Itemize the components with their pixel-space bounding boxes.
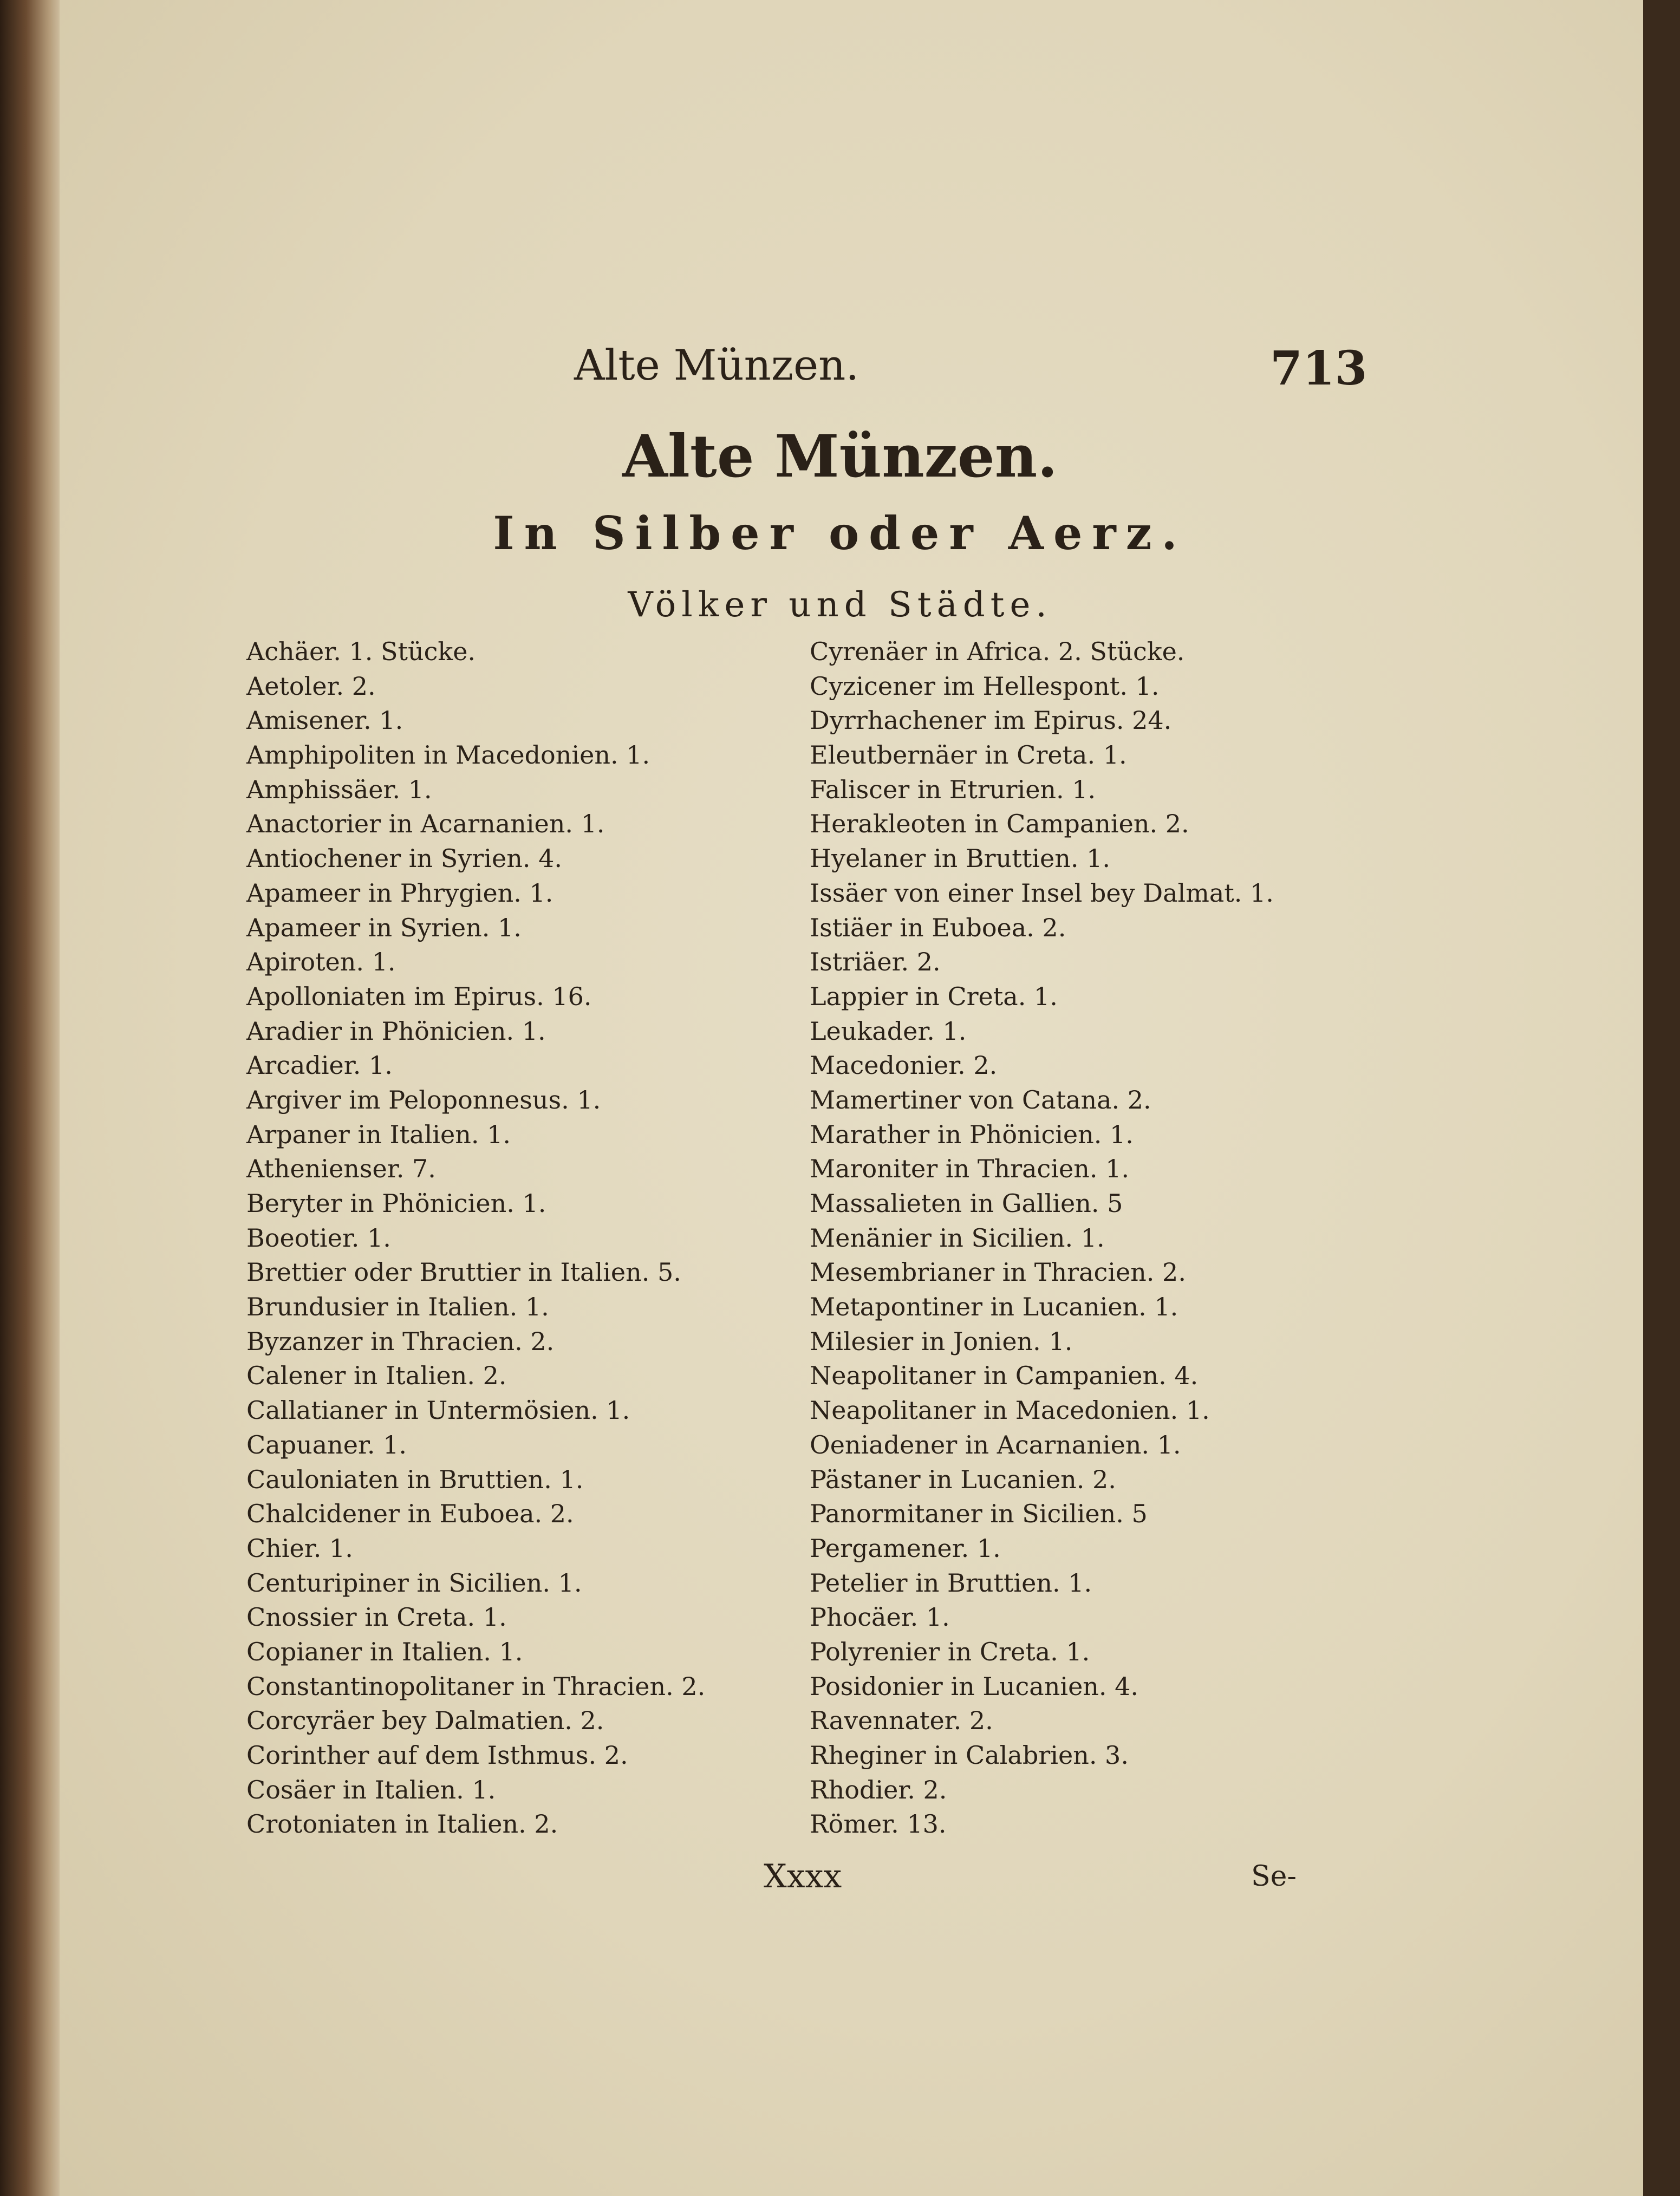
running-title: Alte Münzen. (574, 341, 859, 390)
list-item: Crotoniaten in Italien. 2. (246, 1809, 558, 1839)
list-item: Polyrenier in Creta. 1. (810, 1637, 1090, 1666)
section-heading: Völker und Städte. (628, 585, 1052, 625)
list-item: Corcyräer bey Dalmatien. 2. (246, 1706, 604, 1736)
list-item: Posidonier in Lucanien. 4. (810, 1671, 1139, 1701)
list-item: Neapolitaner in Macedonien. 1. (810, 1396, 1210, 1425)
list-item: Anactorier in Acarnanien. 1. (246, 809, 605, 839)
list-item: Massalieten in Gallien. 5 (810, 1189, 1123, 1218)
list-item: Aradier in Phönicien. 1. (246, 1016, 546, 1046)
list-item: Milesier in Jonien. 1. (810, 1326, 1073, 1356)
list-item: Neapolitaner in Campanien. 4. (810, 1361, 1199, 1391)
list-item: Boeotier. 1. (246, 1223, 391, 1253)
list-item: Lappier in Creta. 1. (810, 981, 1058, 1011)
list-item: Mesembrianer in Thracien. 2. (810, 1257, 1186, 1287)
page-number: 713 (1270, 341, 1368, 396)
list-item: Apameer in Syrien. 1. (246, 913, 522, 942)
list-item: Arpaner in Italien. 1. (246, 1119, 511, 1149)
list-item: Calener in Italien. 2. (246, 1361, 507, 1391)
list-item: Beryter in Phönicien. 1. (246, 1189, 546, 1218)
list-item: Apameer in Phrygien. 1. (246, 878, 554, 908)
list-item: Pergamener. 1. (810, 1533, 1001, 1563)
list-item: Metapontiner in Lucanien. 1. (810, 1292, 1178, 1322)
list-item: Ravennater. 2. (810, 1706, 993, 1736)
list-item: Istriäer. 2. (810, 947, 941, 977)
page-title: Alte Münzen. (622, 422, 1058, 491)
list-item: Centuripiner in Sicilien. 1. (246, 1568, 582, 1598)
list-item: Achäer. 1. Stücke. (246, 637, 476, 666)
list-item: Macedonier. 2. (810, 1051, 998, 1080)
list-item: Marather in Phönicien. 1. (810, 1119, 1134, 1149)
list-item: Arcadier. 1. (246, 1051, 393, 1080)
list-item: Dyrrhachener im Epirus. 24. (810, 706, 1172, 735)
list-item: Amphipoliten in Macedonien. 1. (246, 740, 650, 770)
list-item: Römer. 13. (810, 1809, 947, 1839)
list-item: Cyrenäer in Africa. 2. Stücke. (810, 637, 1185, 666)
list-item: Issäer von einer Insel bey Dalmat. 1. (810, 878, 1274, 908)
list-item: Cauloniaten in Bruttien. 1. (246, 1464, 584, 1494)
list-item: Cosäer in Italien. 1. (246, 1775, 496, 1804)
list-item: Cnossier in Creta. 1. (246, 1602, 507, 1632)
subtitle: In Silber oder Aerz. (493, 506, 1187, 560)
list-item: Phocäer. 1. (810, 1602, 950, 1632)
list-item: Brettier oder Bruttier in Italien. 5. (246, 1257, 681, 1287)
list-item: Panormitaner in Sicilien. 5 (810, 1499, 1148, 1529)
page-edge (1643, 0, 1663, 2196)
list-item: Brundusier in Italien. 1. (246, 1292, 549, 1322)
list-item: Argiver im Peloponnesus. 1. (246, 1085, 601, 1115)
list-item: Apiroten. 1. (246, 947, 396, 977)
right-column (810, 635, 1274, 1842)
list-item: Amisener. 1. (246, 706, 403, 735)
list-item: Chalcidener in Euboea. 2. (246, 1499, 574, 1529)
list-item: Callatianer in Untermösien. 1. (246, 1396, 630, 1425)
list-item: Oeniadener in Acarnanien. 1. (810, 1430, 1181, 1459)
list-item: Leukader. 1. (810, 1016, 967, 1046)
list-item: Capuaner. 1. (246, 1430, 407, 1459)
list-item: Apolloniaten im Epirus. 16. (246, 981, 592, 1011)
list-item: Constantinopolitaner in Thracien. 2. (246, 1671, 706, 1701)
list-item: Hyelaner in Bruttien. 1. (810, 844, 1110, 874)
list-item: Amphissäer. 1. (246, 774, 432, 804)
book-spine (0, 0, 65, 2196)
list-item: Maroniter in Thracien. 1. (810, 1154, 1130, 1184)
list-item: Menänier in Sicilien. 1. (810, 1223, 1105, 1253)
left-column (246, 635, 705, 1842)
list-item: Antiochener in Syrien. 4. (246, 844, 562, 874)
list-item: Byzanzer in Thracien. 2. (246, 1326, 555, 1356)
list-item: Copianer in Italien. 1. (246, 1637, 523, 1666)
list-item: Rheginer in Calabrien. 3. (810, 1741, 1129, 1770)
list-item: Faliscer in Etrurien. 1. (810, 774, 1096, 804)
signature-mark: Xxxx (764, 1858, 842, 1895)
list-item: Aetoler. 2. (246, 671, 376, 701)
list-item: Rhodier. 2. (810, 1775, 947, 1804)
list-item: Athenienser. 7. (246, 1154, 436, 1184)
list-item: Cyzicener im Hellespont. 1. (810, 671, 1160, 701)
list-item: Herakleoten in Campanien. 2. (810, 809, 1189, 839)
list-item: Chier. 1. (246, 1533, 353, 1563)
list-item: Eleutbernäer in Creta. 1. (810, 740, 1127, 770)
list-item: Istiäer in Euboea. 2. (810, 913, 1066, 942)
list-item: Pästaner in Lucanien. 2. (810, 1464, 1116, 1494)
catchword: Se- (1251, 1860, 1297, 1893)
list-item: Corinther auf dem Isthmus. 2. (246, 1741, 628, 1770)
list-item: Mamertiner von Catana. 2. (810, 1085, 1151, 1115)
list-item: Petelier in Bruttien. 1. (810, 1568, 1092, 1598)
